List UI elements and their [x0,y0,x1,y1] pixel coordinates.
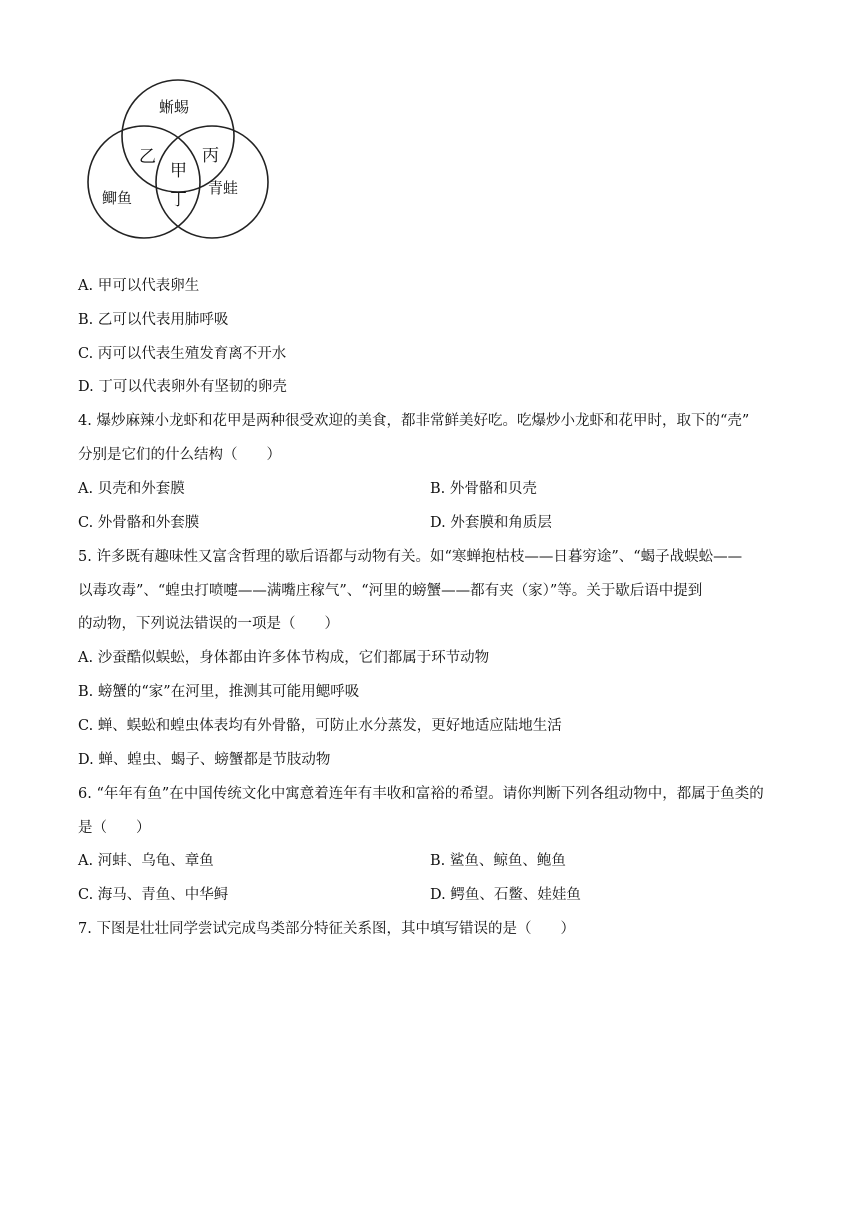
q4-option-b: B. 外骨骼和贝壳 [430,481,537,497]
q3-option-c: C. 丙可以代表生殖发育离不开水 [78,346,287,362]
q5-option-c: C. 蝉、蜈蚣和蝗虫体表均有外骨骼，可防止水分蒸发，更好地适应陆地生活 [78,718,562,734]
label-yi: 乙 [139,147,156,167]
q6-option-b: B. 鲨鱼、鲸鱼、鲍鱼 [430,853,566,869]
q5-option-a: A. 沙蚕酷似蜈蚣，身体都由许多体节构成，它们都属于环节动物 [78,650,490,666]
q3-option-b: B. 乙可以代表用肺呼吸 [78,312,229,328]
q4-stem-line1: 4. 爆炒麻辣小龙虾和花甲是两种很受欢迎的美食，都非常鲜美好吃。吃爆炒小龙虾和花甲时，取下的“壳” [78,413,750,429]
q5-stem-line3: 的动物，下列说法错误的一项是（ ） [78,616,339,632]
label-crucian-carp: 鲫鱼 [102,189,133,207]
q4-stem-line2: 分别是它们的什么结构（ ） [78,447,281,463]
label-frog: 青蛙 [208,179,239,197]
q6-stem-line2: 是（ ） [78,820,151,836]
q3-option-a: A. 甲可以代表卵生 [78,278,200,294]
q5-stem-line1: 5. 许多既有趣味性又富含哲理的歇后语都与动物有关。如“寒蝉抱枯枝——日暮穷途”、“蝎子战蜈蚣—— [78,549,743,565]
q4-option-a: A. 贝壳和外套膜 [78,481,185,497]
q6-option-d: D. 鳄鱼、石鳖、娃娃鱼 [430,887,581,903]
q7-stem-line1: 7. 下图是壮壮同学尝试完成鸟类部分特征关系图，其中填写错误的是（ ） [78,921,575,937]
q4-option-d: D. 外套膜和角质层 [430,515,552,531]
circle-crucian-carp [88,126,200,238]
label-lizard: 蜥蜴 [159,98,190,116]
label-jia: 甲 [170,161,187,181]
label-ding: 丁 [170,190,187,210]
q6-stem-line1: 6. “年年有鱼”在中国传统文化中寓意着连年有丰收和富裕的希望。请你判断下列各组动物中，都属于鱼类的 [78,786,764,802]
label-bing: 丙 [202,146,219,166]
q6-option-a: A. 河蚌、乌龟、章鱼 [78,853,214,869]
venn-diagram [82,72,272,246]
q5-option-b: B. 螃蟹的“家”在河里，推测其可能用鳃呼吸 [78,684,360,700]
q5-stem-line2: 以毒攻毒”、“蝗虫打喷嚏——满嘴庄稼气”、“河里的螃蟹——都有夹（家）”等。关于歇后语中提到 [78,583,703,599]
q4-option-c: C. 外骨骼和外套膜 [78,515,200,531]
q3-option-d: D. 丁可以代表卵外有坚韧的卵壳 [78,379,287,395]
q5-option-d: D. 蝉、蝗虫、蝎子、螃蟹都是节肢动物 [78,752,331,768]
q6-option-c: C. 海马、青鱼、中华鲟 [78,887,229,903]
